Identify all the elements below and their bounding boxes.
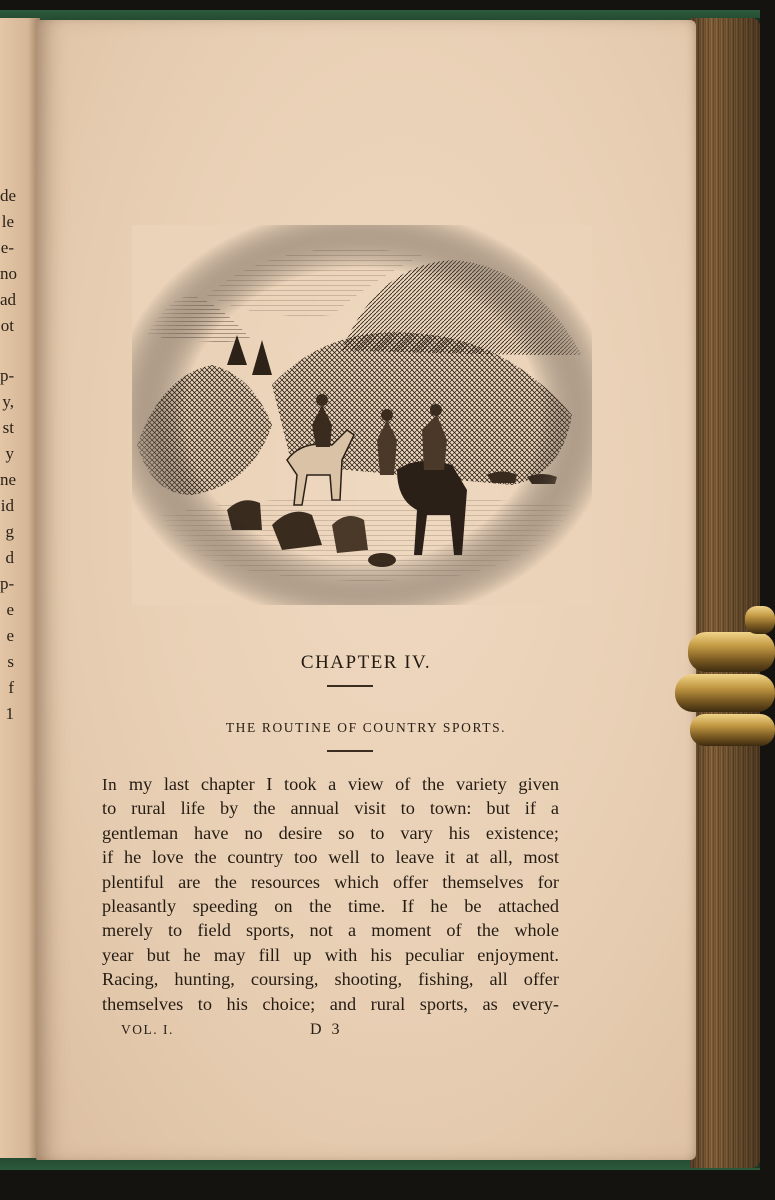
facing-page-fragment: 1 xyxy=(5,704,14,723)
text-line: if he love the country too well to leave it at all, most xyxy=(102,847,559,868)
text-line-content: my last chapter I took a view of the variety given xyxy=(117,774,559,794)
facing-page-fragment: e- xyxy=(0,238,14,257)
chapter-subtitle: THE ROUTINE OF COUNTRY SPORTS. xyxy=(225,720,507,735)
facing-page-fragment: y, xyxy=(2,392,14,411)
facing-page-fragment: ad xyxy=(0,290,17,309)
facing-page-fragment: le xyxy=(1,212,14,231)
brass-clasp xyxy=(670,602,775,752)
drop-cap: In xyxy=(102,775,118,794)
facing-page-fragment: p- xyxy=(0,574,15,593)
facing-page-fragment: g xyxy=(5,522,14,541)
facing-page-fragment: p- xyxy=(0,366,15,385)
text-line: gentleman have no desire so to vary his existence; xyxy=(102,822,559,843)
ornamental-rule-top xyxy=(327,685,373,687)
ornamental-rule-bottom xyxy=(327,750,373,752)
text-line xyxy=(102,772,559,796)
facing-page-fragment: ot xyxy=(0,316,14,335)
facing-page-fragment: d xyxy=(5,548,14,567)
facing-page-fragment: e xyxy=(6,626,14,645)
page-block-edge xyxy=(690,18,760,1168)
text-line: to rural life by the annual visit to town: but if a xyxy=(102,798,559,819)
text-line: year but he may fill up with his peculiar enjoyment. xyxy=(102,944,559,965)
volume-marker: VOL. I. xyxy=(121,1022,174,1037)
text-line: Racing, hunting, coursing, shooting, fishing, all offer xyxy=(102,969,559,990)
facing-page-fragment: de xyxy=(0,186,17,205)
book-page xyxy=(36,20,696,1160)
chapter-title: CHAPTER IV. xyxy=(300,652,432,673)
facing-page-fragment: st xyxy=(2,418,14,437)
facing-page-fragment: s xyxy=(7,652,14,671)
facing-page-fragment: y xyxy=(5,444,14,463)
text-line: merely to field sports, not a moment of the whole xyxy=(102,920,559,941)
facing-page-fragment: e xyxy=(6,600,14,619)
text-line: pleasantly speeding on the time. If he be attached xyxy=(102,895,559,916)
body-paragraph xyxy=(102,772,559,1016)
facing-page xyxy=(0,18,40,1158)
facing-page-fragment: ne xyxy=(0,470,17,489)
engraving-illustration xyxy=(132,225,592,605)
signature-mark: D 3 xyxy=(310,1021,343,1038)
facing-page-fragment: no xyxy=(0,264,17,283)
facing-page-fragment: f xyxy=(8,678,14,697)
text-line: plentiful are the resources which offer themselves for xyxy=(102,871,559,892)
text-line: themselves to his choice; and rural sports, as every- xyxy=(102,993,559,1014)
facing-page-fragment: id xyxy=(0,496,14,515)
